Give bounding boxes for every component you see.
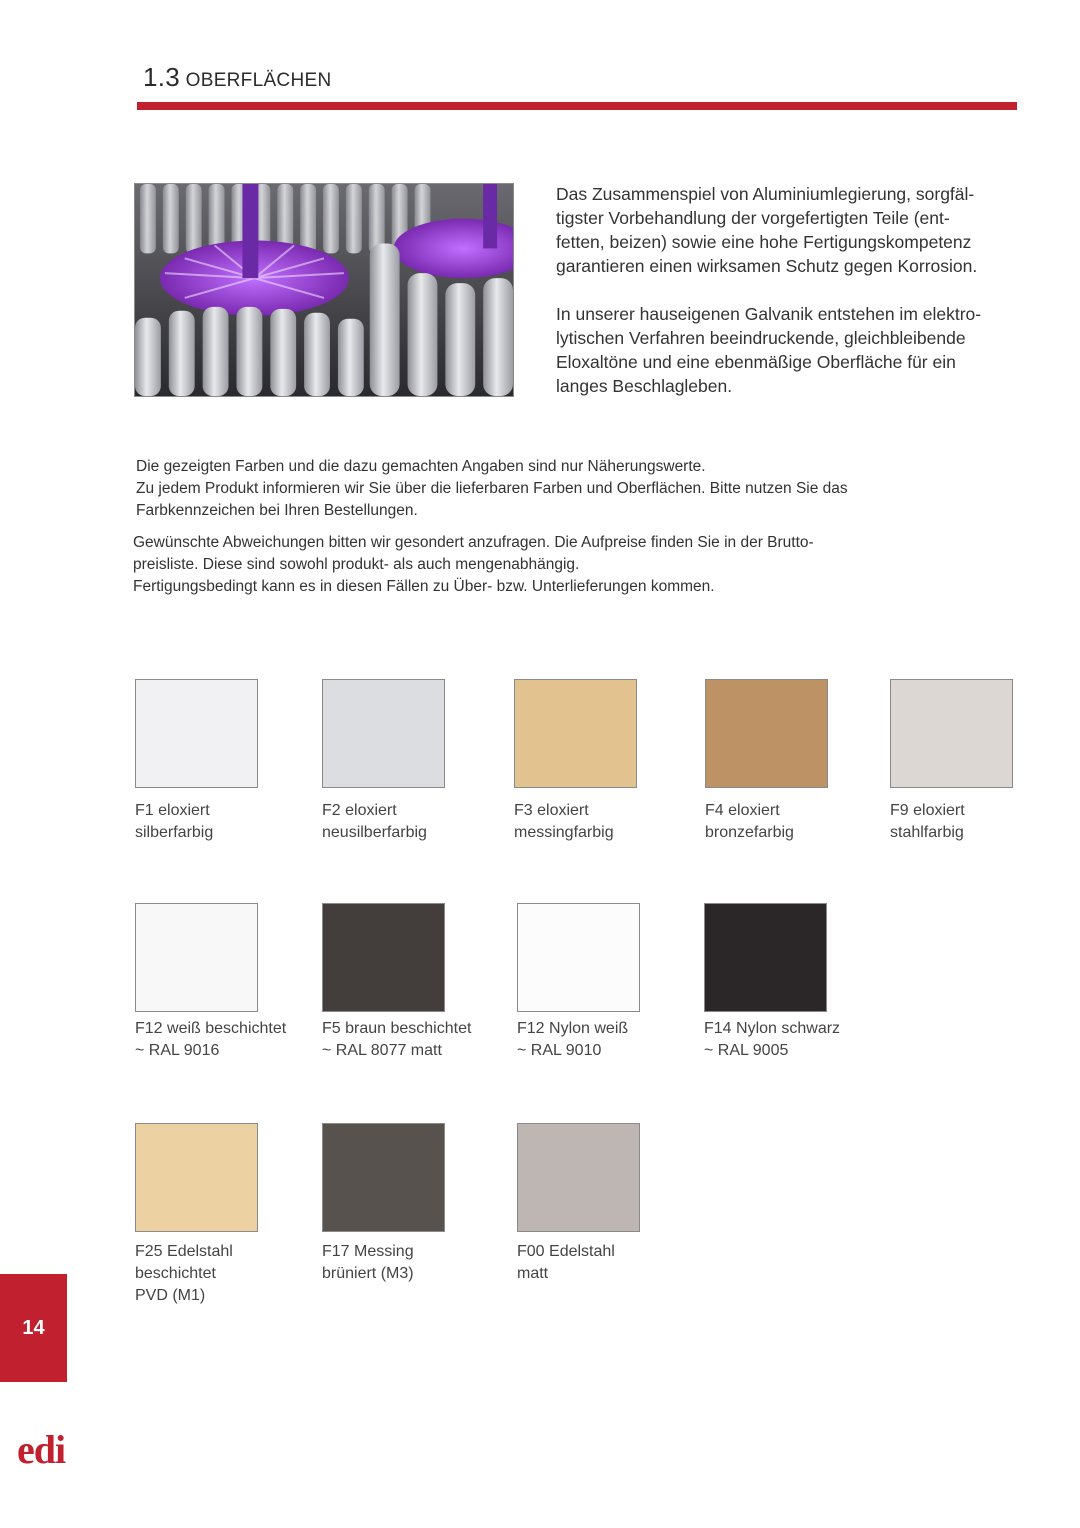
anodizing-photo [134,183,514,397]
swatch-label-f25: F25 Edelstahl beschichtet PVD (M1) [135,1243,233,1304]
swatch-f2 [322,679,445,788]
page-number: 14 [22,1316,45,1339]
swatch-f17 [322,1123,445,1232]
swatch-f1 [135,679,258,788]
page-number-tab [0,1274,67,1382]
swatch-label-f00: F00 Edelstahl matt [517,1243,615,1282]
swatch-label-f12-weiss: F12 weiß beschichtet ~ RAL 9016 [135,1020,287,1059]
swatch-f5 [322,903,445,1012]
swatch-f9 [890,679,1013,788]
swatch-label-f12-nylon: F12 Nylon weiß ~ RAL 9010 [517,1020,629,1059]
swatch-label-f14: F14 Nylon schwarz ~ RAL 9005 [704,1020,841,1059]
swatch-f25 [135,1123,258,1232]
edi-logo: edi [17,1427,66,1472]
notes-paragraph: Die gezeigten Farben und die dazu gemachten Angaben sind nur Näherungswerte. Zu jedem Produkt informieren wir Sie über die lieferbaren Farben und Oberflächen. Bitte nutzen Sie das Farbkennzeichen bei Ihren Bestellungen. [136,458,848,519]
swatch-label-f1: F1 eloxiert silberfarbig [135,802,214,841]
intro-paragraph: In unserer hauseigenen Galvanik entstehen im elektro- lytischen Verfahren beeindruckende, gleichbleibende Eloxaltöne und eine ebenmäßige Oberfläche für ein langes Beschlagleben. [556,304,982,396]
swatch-f12-nylon [517,903,640,1012]
notes-paragraph: Gewünschte Abweichungen bitten wir gesondert anzufragen. Die Aufpreise finden Sie in der Brutto- preisliste. Diese sind sowohl produkt- als auch mengenabhängig. Fertigungsbedingt kann es in diesen Fällen zu Über- bzw. Unterlieferungen kommen. [133,534,814,595]
intro-text [556,182,1026,422]
swatch-f12-weiss [135,903,258,1012]
intro-paragraph: Das Zusammenspiel von Aluminiumlegierung, sorgfäl- tigster Vorbehandlung der vorgefertigten Teile (ent- fetten, beizen) sowie eine hohe Fertigungskompetenz garantieren einen wirksamen Schutz gegen Korrosion. [556,184,978,276]
swatch-label-f4: F4 eloxiert bronzefarbig [705,802,794,841]
heading-rule [137,102,1017,110]
swatch-label-f9: F9 eloxiert stahlfarbig [890,802,965,841]
swatch-label-f3: F3 eloxiert messingfarbig [514,802,614,841]
notes-text [133,456,1016,598]
swatch-f4 [705,679,828,788]
section-title: OBERFLÄCHEN [185,70,332,91]
swatch-f00 [517,1123,640,1232]
swatch-label-f17: F17 Messing brüniert (M3) [322,1243,414,1282]
swatch-label-f2: F2 eloxiert neusilberfarbig [322,802,427,841]
section-number: 1.3 [143,62,181,92]
section-heading [143,62,331,93]
swatch-label-f5: F5 braun beschichtet ~ RAL 8077 matt [322,1020,472,1059]
swatch-f3 [514,679,637,788]
anodizing-photo-illustration [135,184,513,396]
swatch-f14 [704,903,827,1012]
